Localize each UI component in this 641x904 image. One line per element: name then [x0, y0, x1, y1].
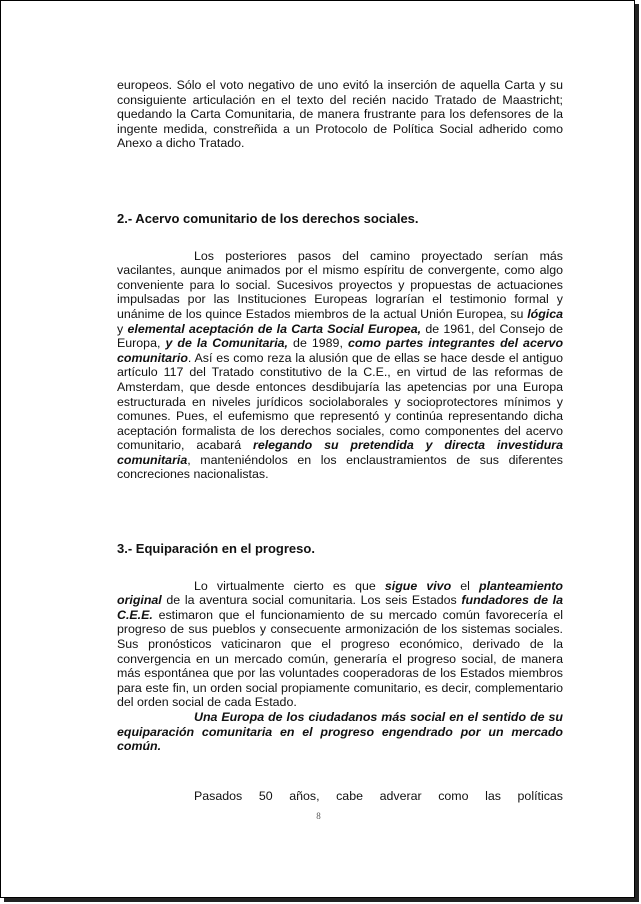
- emphasis-planteamiento: planteamiento original: [117, 578, 563, 608]
- paragraph-acervo: [117, 249, 563, 483]
- text-run: estimaron que el funcionamiento de su mercado común favorecería el progreso de sus pueblos y consecuente armonización de los sistemas sociales. Sus pronósticos vaticinaron que el progreso económico, derivado de la convergencia en un mercado común, generaría el progreso social, de manera más espontánea que por las voluntades cooperadoras de los Estados miembros para este fin, un orden social propiamente comunitario, es decir, complementario del orden social de cada Estado.: [117, 607, 563, 710]
- page-content: [117, 78, 563, 803]
- text-run: y: [117, 321, 128, 336]
- text-run: . Así es como reza la alusión que de ellas se hace desde el antiguo artículo 117 del Tratado constitutivo de la C.E., en virtud de las reformas de Amsterdam, que desde entonces desdibujaría las apetencias por una Europa estructurada en niveles jurídicos sociolaborales y socioprotectores mínimos y comunes. Pues, el eufemismo que representó y continúa representando dicha aceptación formalista de los derechos sociales, como componentes del acervo comunitario, acabará: [117, 350, 563, 453]
- emphasis-logica: lógica: [527, 306, 563, 321]
- emphasis-relegando: relegando su pretendida y directa investidura comunitaria: [117, 438, 563, 467]
- emphasis-fundadores: fundadores de la C.E.E.: [117, 593, 563, 622]
- section-heading-2: 2.- Acervo comunitario de los derechos sociales.: [117, 210, 419, 226]
- text-run: de 1989,: [288, 336, 348, 351]
- text-run: de la aventura social comunitaria. Los seis Estados: [161, 593, 462, 608]
- text-run: Los posteriores pasos del camino proyectado serían más vacilantes, aunque animados por el mismo espíritu de convergente, como algo conveniente para lo social. Sucesivos proyectos y propuestas de actuaciones impulsadas por las Instituciones Europeas lograrían el testimonio formal y unánime de los quince Estados miembros de la actual Unión Europea, su: [117, 248, 563, 321]
- text-run: el: [451, 578, 479, 593]
- emphasis-comunitaria: y de la Comunitaria,: [165, 336, 289, 351]
- emphasis-sigue-vivo: sigue vivo: [384, 578, 452, 593]
- page-number: 8: [316, 811, 321, 821]
- paragraph-equiparacion: [117, 579, 563, 710]
- emphasis-acervo: como partes integrantes del acervo comunitario: [117, 336, 564, 365]
- text-run: Lo virtualmente cierto es que: [194, 578, 385, 593]
- paragraph-pasados: Pasados 50 años, cabe adverar como las políticas: [194, 788, 563, 803]
- emphasis-aceptacion: elemental aceptación de la Carta Social Europea,: [127, 321, 422, 336]
- paragraph-intro: europeos. Sólo el voto negativo de uno evitó la inserción de aquella Carta y su consiguiente articulación en el texto del recién nacido Tratado de Maastricht; quedando la Carta Comunitaria, de manera frustrante para los defensores de la ingente medida, constreñida a un Protocolo de Política Social adherido como Anexo a dicho Tratado.: [117, 78, 563, 151]
- text-run: de 1961, del Consejo de Europa,: [117, 321, 564, 351]
- paragraph-europa-ciudadanos: Una Europa de los ciudadanos más social en el sentido de su equiparación comunitaria en el progreso engendrado por un mercado común.: [117, 710, 563, 754]
- section-heading-3: 3.- Equiparación en el progreso.: [117, 541, 315, 557]
- text-run: , manteniéndolos en los enclaustramientos de sus diferentes concreciones nacionalistas.: [117, 452, 563, 482]
